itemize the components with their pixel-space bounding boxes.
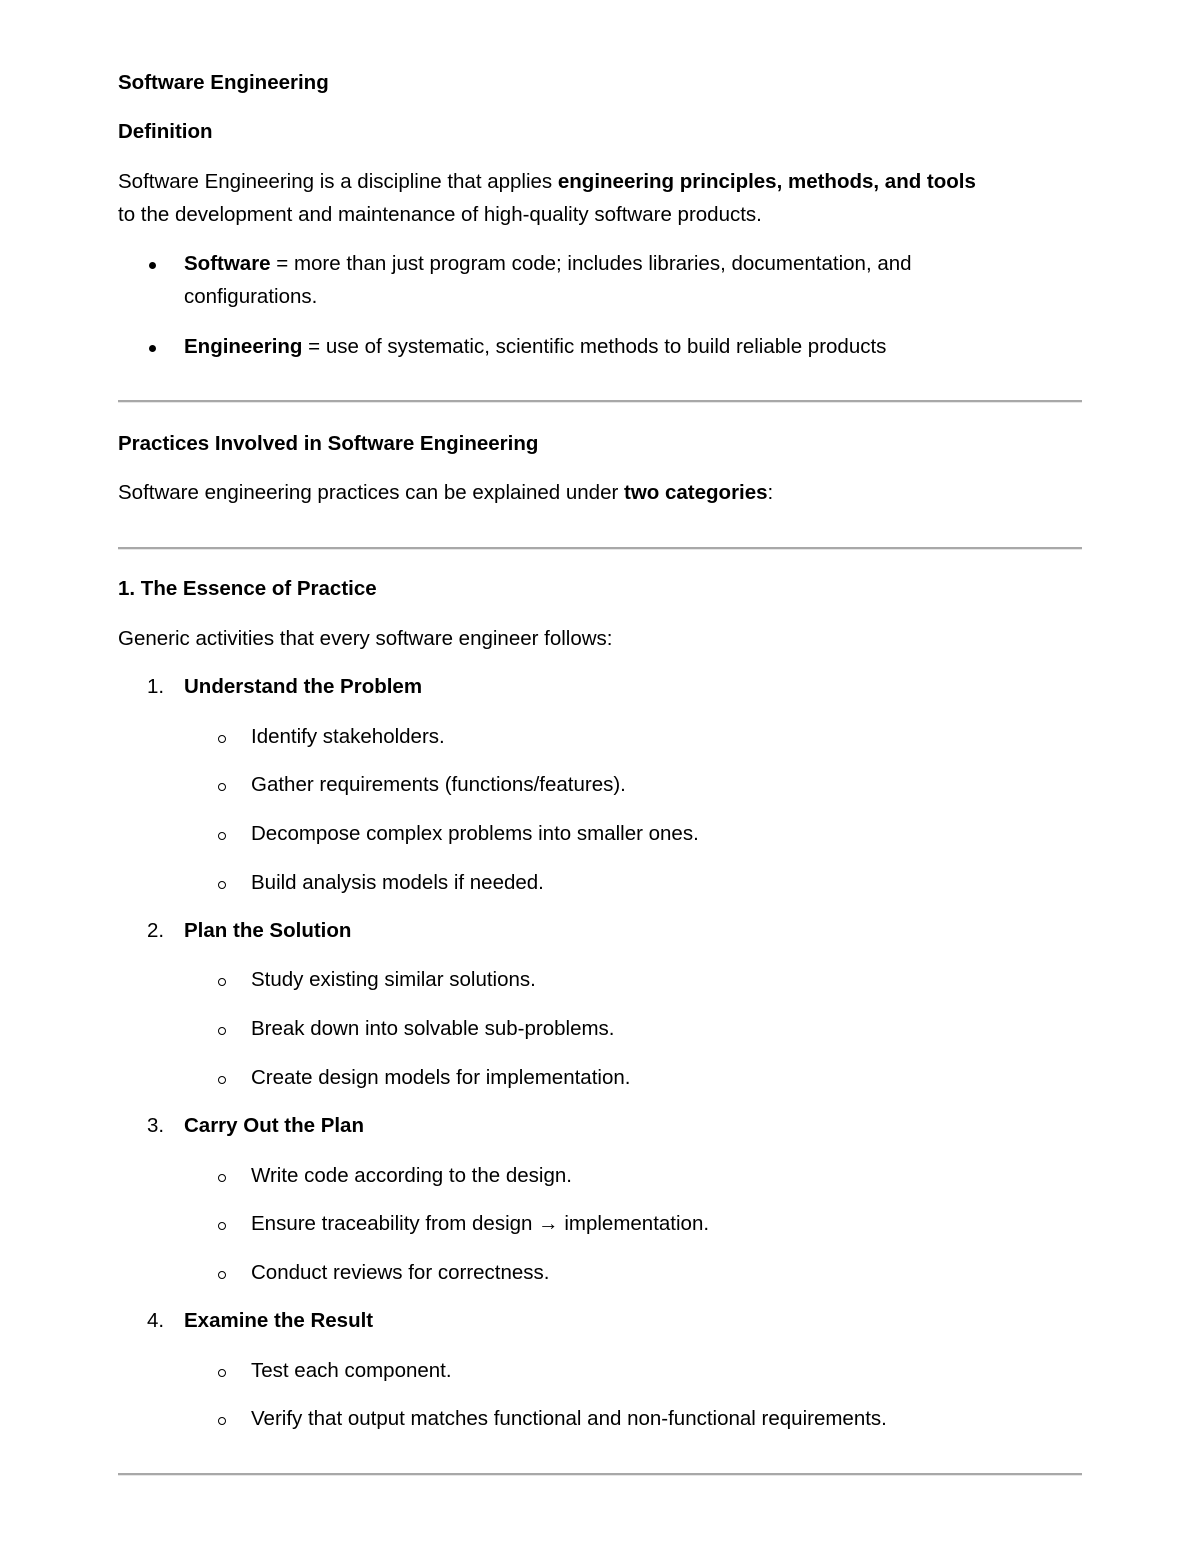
bullet-software [184, 247, 912, 280]
bullet-software-continued: configurations. [184, 285, 318, 308]
practices-paragraph [118, 476, 773, 509]
definition-paragraph-line-2: to the development and maintenance of high-quality software products. [118, 203, 762, 226]
step-item: Write code according to the design. [251, 1164, 572, 1187]
practices-colon: : [767, 481, 774, 504]
circle-bullet-icon [218, 783, 226, 791]
horizontal-rule [118, 400, 1082, 403]
step-item: Break down into solvable sub-problems. [251, 1017, 615, 1040]
bullet-term: Software [184, 252, 271, 275]
step-number: 4. [147, 1309, 165, 1332]
circle-bullet-icon [218, 832, 226, 840]
step-number: 1. [147, 675, 165, 698]
step-item: Create design models for implementation. [251, 1066, 631, 1089]
step-title: Understand the Problem [184, 675, 423, 698]
circle-bullet-icon [218, 978, 226, 986]
definition-paragraph-line-1 [118, 165, 976, 198]
practices-text: Software engineering practices can be explained under [118, 481, 624, 504]
circle-bullet-icon [218, 1417, 226, 1425]
circle-bullet-icon [218, 1076, 226, 1084]
bullet-text: = more than just program code; includes libraries, documentation, and [270, 252, 912, 275]
bullet-icon [149, 345, 156, 352]
circle-bullet-icon [218, 1027, 226, 1035]
step-item: Build analysis models if needed. [251, 871, 544, 894]
step-item: Decompose complex problems into smaller ones. [251, 822, 699, 845]
horizontal-rule [118, 1473, 1082, 1476]
circle-bullet-icon [218, 1369, 226, 1377]
practices-emphasis: two categories [624, 481, 768, 504]
step-item: Study existing similar solutions. [251, 968, 536, 991]
horizontal-rule [118, 547, 1082, 550]
step-item: Gather requirements (functions/features). [251, 773, 626, 796]
bullet-icon [149, 262, 156, 269]
circle-bullet-icon [218, 1174, 226, 1182]
definition-text: Software Engineering is a discipline that applies [118, 170, 558, 193]
step-item: Ensure traceability from design → implementation. [251, 1212, 710, 1235]
circle-bullet-icon [218, 1271, 226, 1279]
essence-heading: 1. The Essence of Practice [118, 577, 377, 600]
step-item: Conduct reviews for correctness. [251, 1261, 550, 1284]
circle-bullet-icon [218, 881, 226, 889]
bullet-engineering [184, 330, 886, 363]
step-title: Plan the Solution [184, 919, 352, 942]
bullet-text: = use of systematic, scientific methods to build reliable products [302, 335, 887, 358]
bullet-term: Engineering [184, 335, 303, 358]
circle-bullet-icon [218, 1222, 226, 1230]
step-title: Carry Out the Plan [184, 1114, 364, 1137]
step-item: Test each component. [251, 1359, 452, 1382]
step-item: Verify that output matches functional and non-functional requirements. [251, 1407, 887, 1430]
step-number: 3. [147, 1114, 165, 1137]
document-title: Software Engineering [118, 71, 329, 94]
practices-heading: Practices Involved in Software Engineering [118, 432, 539, 455]
step-number: 2. [147, 919, 165, 942]
essence-intro: Generic activities that every software engineer follows: [118, 627, 613, 650]
definition-heading: Definition [118, 120, 213, 143]
definition-emphasis: engineering principles, methods, and tools [557, 170, 976, 193]
step-title: Examine the Result [184, 1309, 374, 1332]
step-item: Identify stakeholders. [251, 725, 445, 748]
circle-bullet-icon [218, 735, 226, 743]
